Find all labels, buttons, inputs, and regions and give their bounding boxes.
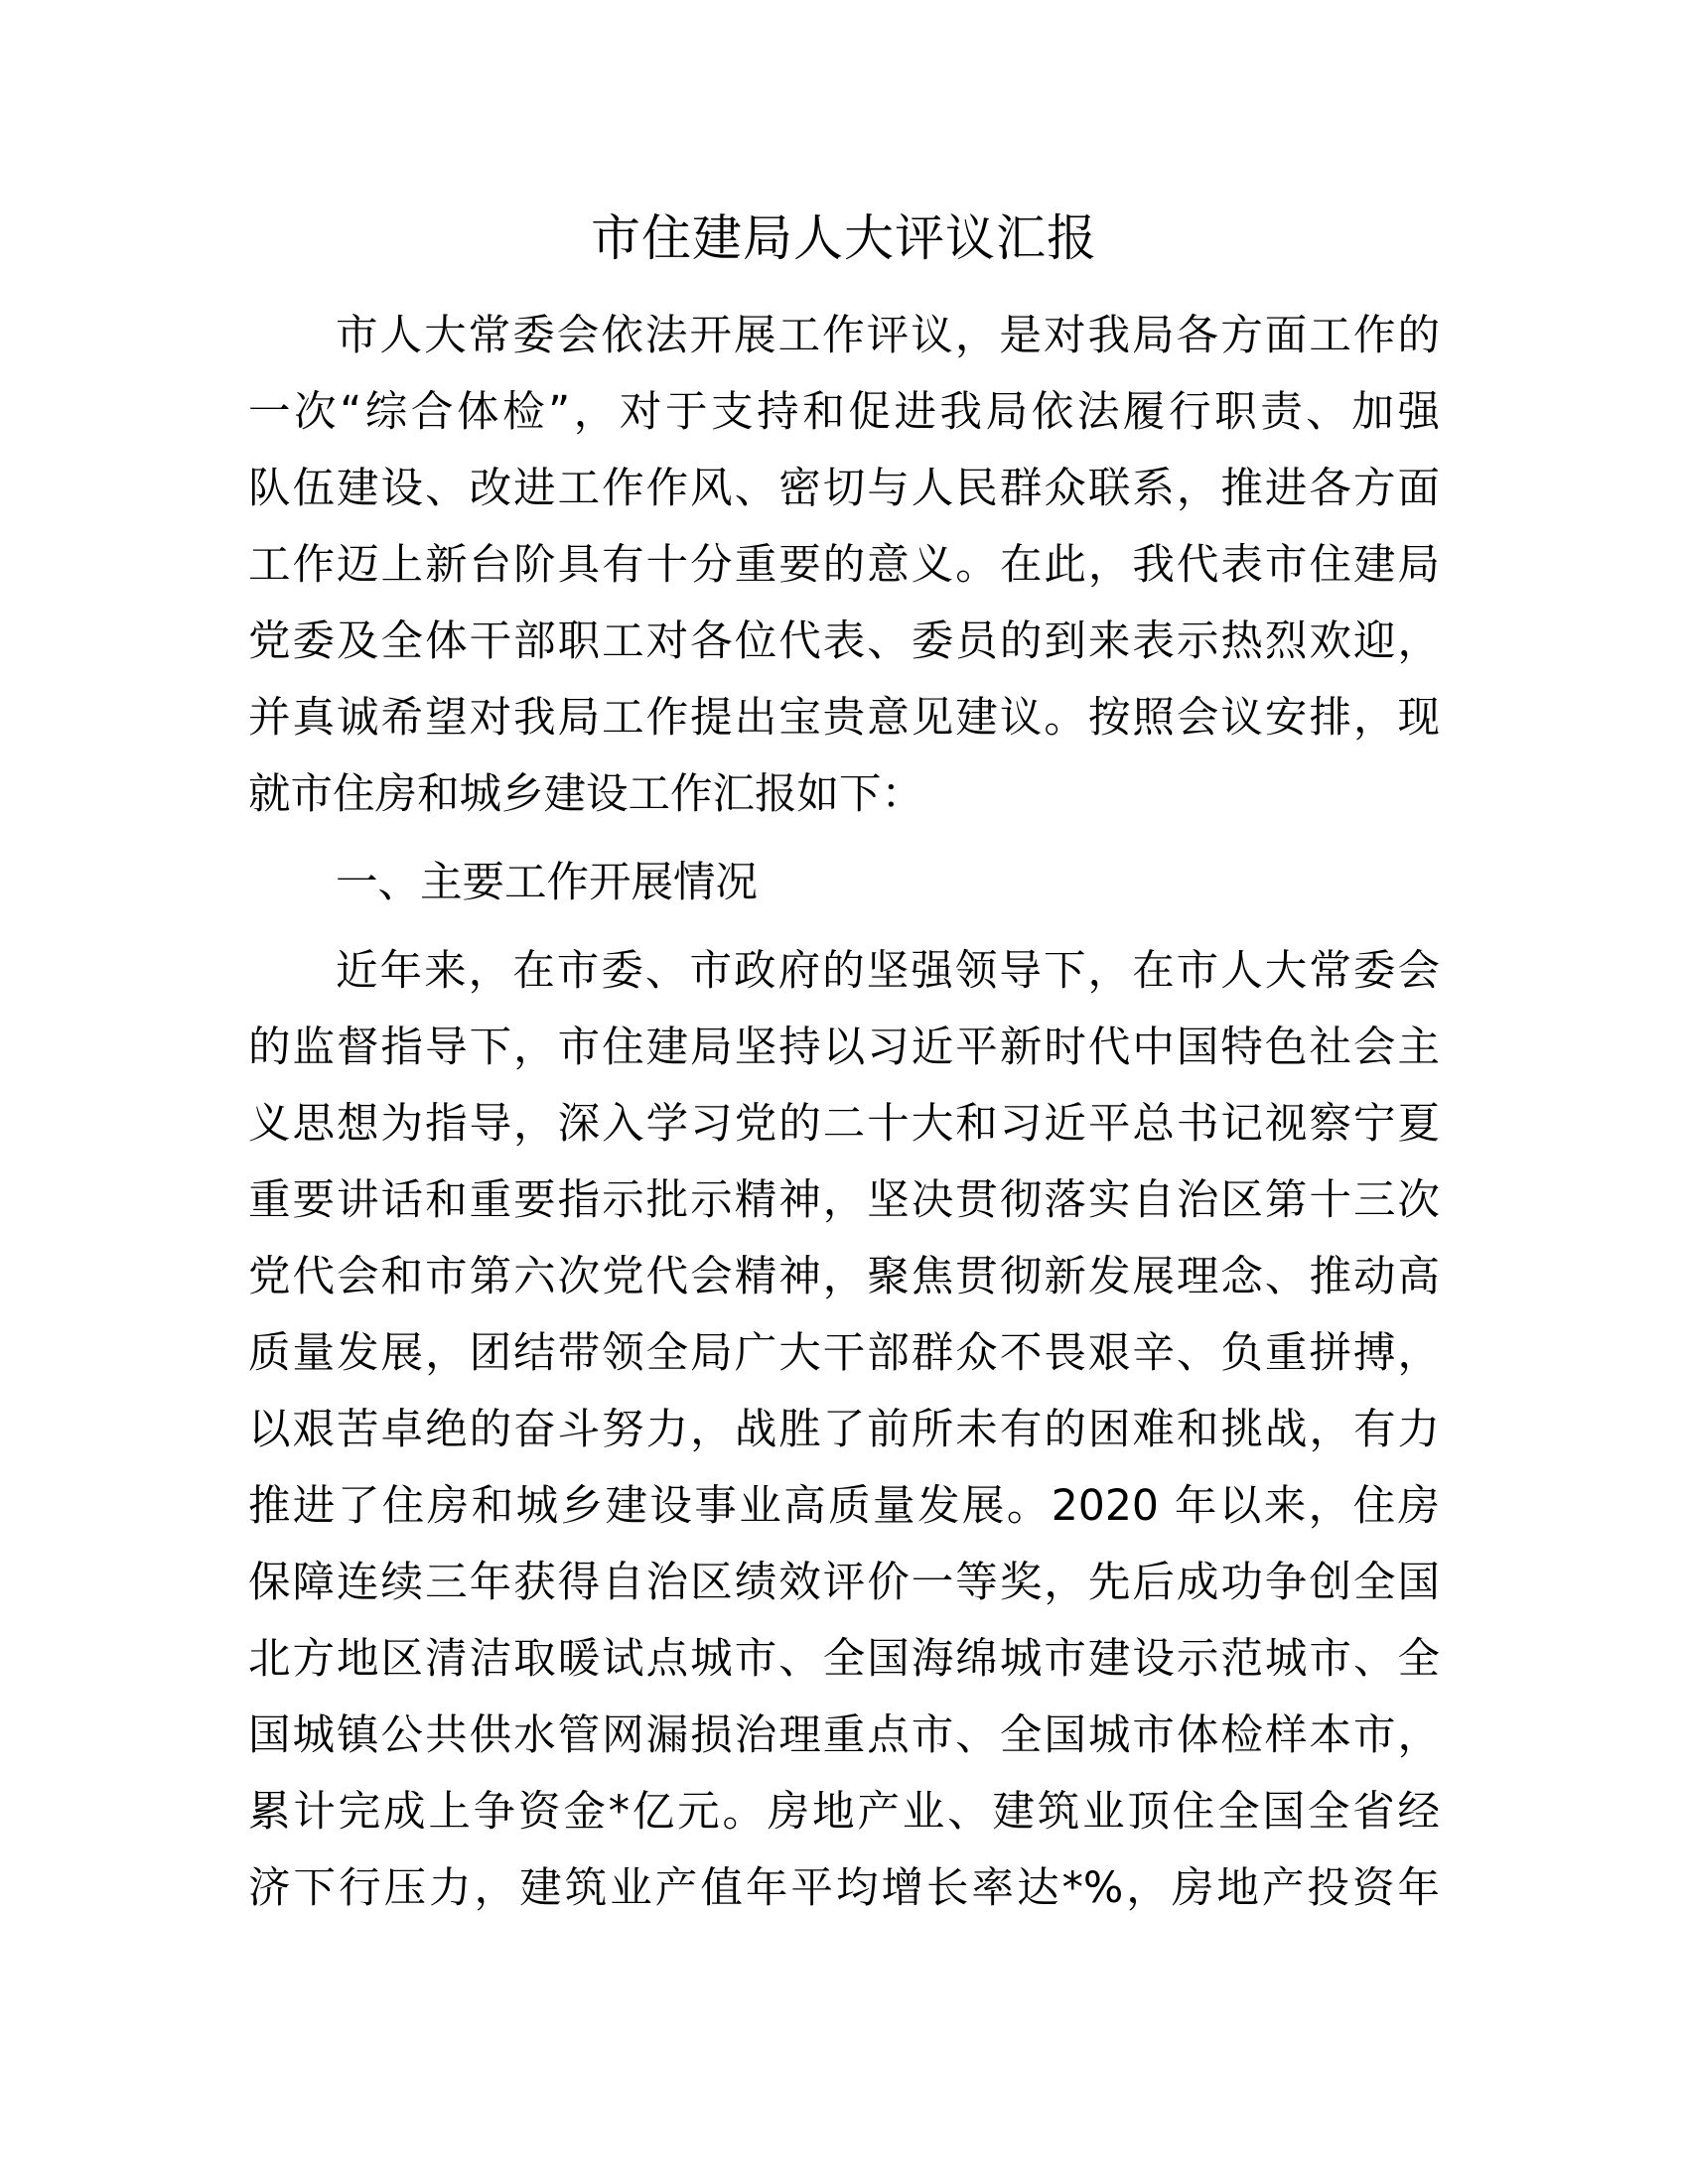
- text-line: 的监督指导下，市住建局坚持以习近平新时代中国特色社会主: [248, 1024, 1440, 1072]
- intro-paragraph: [248, 298, 1440, 833]
- text-line: 市人大常委会依法开展工作评议，是对我局各方面工作的: [336, 312, 1440, 360]
- text-line: 近年来，在市委、市政府的坚强领导下，在市人大常委会: [336, 947, 1440, 996]
- text-line: 以艰苦卓绝的奋斗努力，战胜了前所未有的困难和挑战，有力: [248, 1406, 1440, 1454]
- text-line: 重要讲话和重要指示批示精神，坚决贯彻落实自治区第十三次: [248, 1176, 1440, 1225]
- text-line: 推进了住房和城乡建设事业高质量发展。2020 年以来，住房: [248, 1482, 1440, 1531]
- text-line: 济下行压力，建筑业产值年平均增长率达*%，房地产投资年: [248, 1864, 1440, 1913]
- document-body: [248, 298, 1440, 1927]
- text-line: 一次“综合体检”，对于支持和促进我局依法履行职责、加强: [248, 388, 1440, 437]
- section-heading: 一、主要工作开展情况: [336, 859, 759, 907]
- text-line: 并真诚希望对我局工作提出宝贵意见建议。按照会议安排，现: [248, 694, 1440, 743]
- text-line: 党代会和市第六次党代会精神，聚焦贯彻新发展理念、推动高: [248, 1253, 1440, 1301]
- text-line: 保障连续三年获得自治区绩效评价一等奖，先后成功争创全国: [248, 1559, 1440, 1607]
- text-line: 就市住房和城乡建设工作汇报如下：: [248, 770, 924, 819]
- text-line: 义思想为指导，深入学习党的二十大和习近平总书记视察宁夏: [248, 1100, 1440, 1149]
- text-line: 国城镇公共供水管网漏损治理重点市、全国城市体检样本市，: [248, 1711, 1440, 1760]
- text-line: 北方地区清洁取暖试点城市、全国海绵城市建设示范城市、全: [248, 1635, 1440, 1684]
- text-line: 质量发展，团结带领全局广大干部群众不畏艰辛、负重拼搏，: [248, 1329, 1440, 1378]
- text-line: 累计完成上争资金*亿元。房地产业、建筑业顶住全国全省经: [248, 1788, 1440, 1837]
- text-line: 党委及全体干部职工对各位代表、委员的到来表示热烈欢迎，: [248, 617, 1440, 666]
- text-line: 队伍建设、改进工作作风、密切与人民群众联系，推进各方面: [248, 465, 1440, 513]
- document-title: 市住建局人大评议汇报: [591, 209, 1097, 267]
- text-line: 工作迈上新台阶具有十分重要的意义。在此，我代表市住建局: [248, 541, 1440, 590]
- work-overview-paragraph: [248, 933, 1440, 1927]
